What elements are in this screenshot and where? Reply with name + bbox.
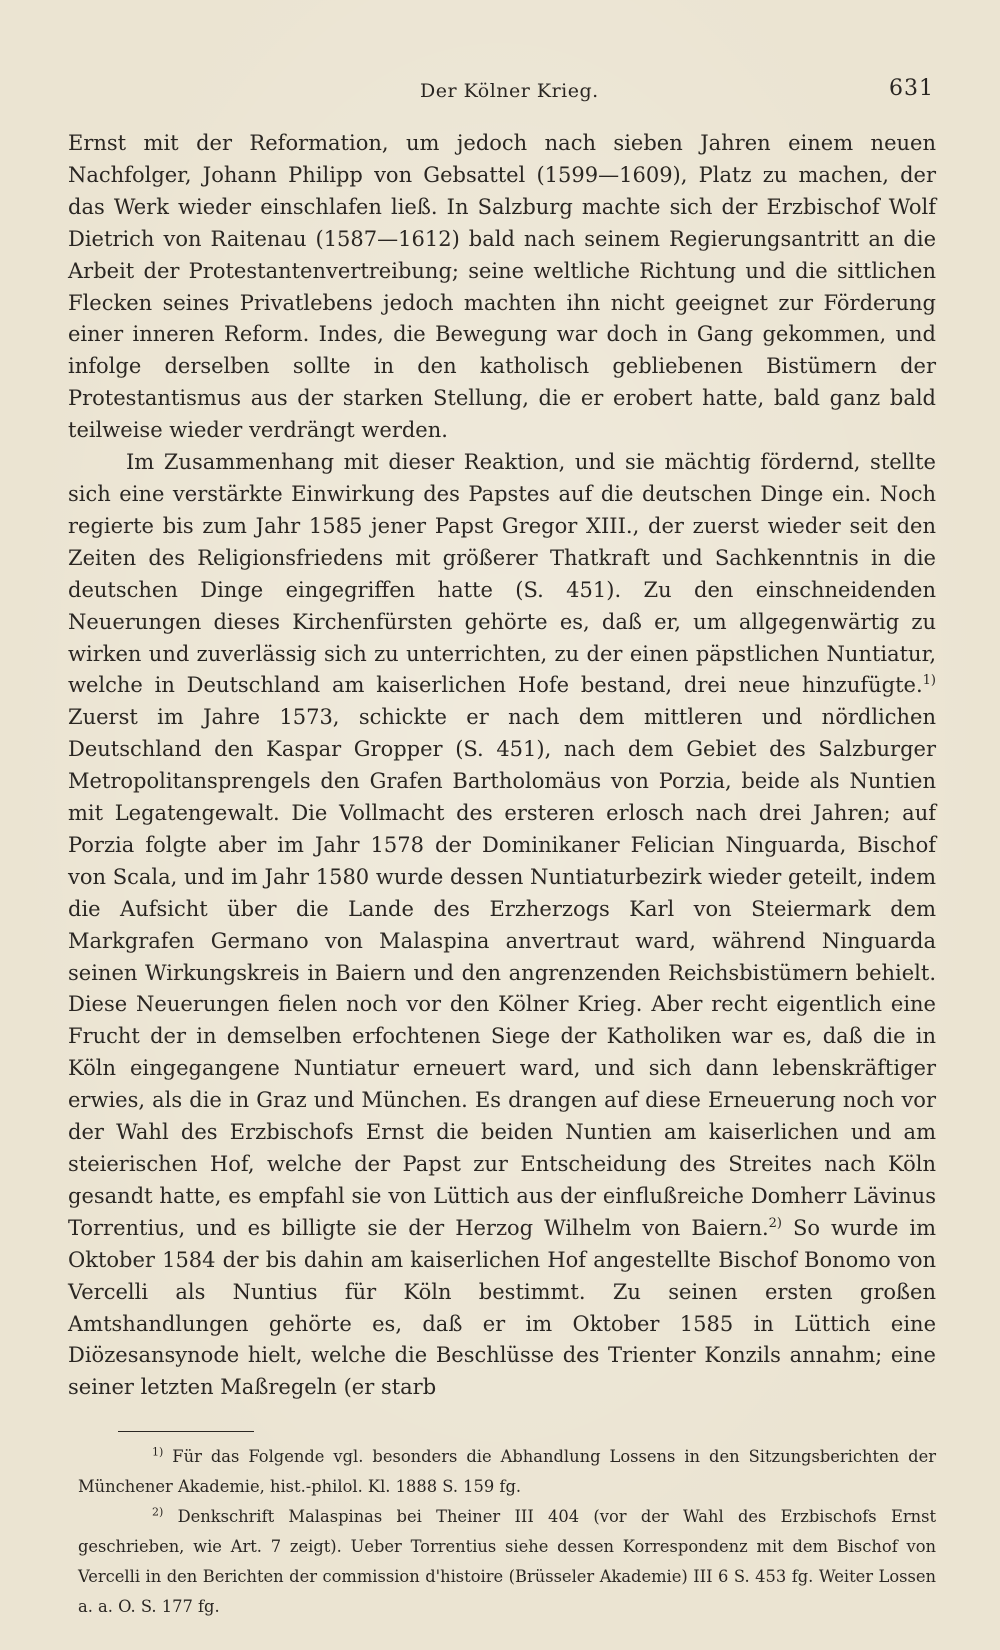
footnote-2 <box>78 1502 936 1622</box>
footnote-reference-2: 2) <box>768 1215 782 1231</box>
running-title: Der Kölner Krieg. <box>420 80 599 102</box>
running-head <box>0 76 1000 108</box>
paragraph-2-part-2: Zuerst im Jahre 1573, schickte er nach dem mittleren und nördlichen Deutschland den Kaspar Gropper (S. 451), nach dem Gebiet des Salzburger Metropolitansprengels den Grafen Bartholomäus von Porzia, beide als Nuntien mit Legatengewalt. Die Vollmacht des ersteren erlosch nach drei Jahren; auf Porzia folgte aber im Jahr 1578 der Dominikaner Felician Ninguarda, Bischof von Scala, und im Jahr 1580 wurde dessen Nuntiaturbezirk wieder geteilt, indem die Aufsicht über die Lande des Erzherzogs Karl von Steiermark dem Markgrafen Germano von Malaspina anvertraut ward, während Ninguarda seinen Wirkungskreis in Baiern und den angrenzenden Reichsbistümern behielt. Diese Neuerungen fielen noch vor den Kölner Krieg. Aber recht eigentlich eine Frucht der in demselben erfochtenen Siege der Katholiken war es, daß die in Köln eingegangene Nuntiatur erneuert ward, und sich dann lebenskräftiger erwies, als die in Graz und München. Es drangen auf diese Erneuerung noch vor der Wahl des Erzbischofs Ernst die beiden Nuntien am kaiserlichen und am steierischen Hof, welche der Papst zur Entscheidung des Streites nach Köln gesandt hatte, es empfahl sie von Lüttich aus der einflußreiche Domherr Lävinus Torrentius, und es billigte sie der Herzog Wilhelm von Baiern. <box>68 705 936 1240</box>
page-number: 631 <box>889 76 934 101</box>
footnote-1-mark: 1) <box>152 1445 164 1459</box>
footnote-2-text: Denkschrift Malaspinas bei Theiner III 404 (vor der Wahl des Erzbischofs Ernst geschrieben, wie Art. 7 zeigt). Ueber Torrentius siehe dessen Korrespondenz mit dem Bischof von Vercelli in den Berichten der commission d'histoire (Brüsseler Akademie) III 6 S. 453 fg. Weiter Lossen a. a. O. S. 177 fg. <box>78 1507 936 1616</box>
paragraph-2-part-1: Im Zusammenhang mit dieser Reaktion, und sie mächtig fördernd, stellte sich eine verstärkte Einwirkung des Papstes auf die deutschen Dinge ein. Noch regierte bis zum Jahr 1585 jener Papst Gregor XIII., der zuerst wieder seit den Zeiten des Religionsfriedens mit größerer Thatkraft und Sachkenntnis in die deutschen Dinge eingegriffen hatte (S. 451). Zu den einschneidenden Neuerungen dieses Kirchenfürsten gehörte es, daß er, um allgegenwärtig zu wirken und zuverlässig sich zu unterrichten, zu der einen päpstlichen Nuntiatur, welche in Deutschland am kaiserlichen Hofe bestand, drei neue hinzufügte. <box>68 450 936 698</box>
footnote-2-mark: 2) <box>152 1505 164 1519</box>
footnote-1-text: Für das Folgende vgl. besonders die Abhandlung Lossens in den Sitzungsberichten der Münchener Akademie, hist.-philol. Kl. 1888 S. 159 fg. <box>78 1447 936 1496</box>
footnote-separator-rule <box>118 1431 254 1432</box>
footnote-reference-1: 1) <box>922 673 936 689</box>
body-text <box>68 128 936 1404</box>
paragraph-2 <box>68 447 936 1404</box>
paragraph-1: Ernst mit der Reformation, um jedoch nach sieben Jahren einem neuen Nachfolger, Johann Philipp von Gebsattel (1599—1609), Platz zu machen, der das Werk wieder einschlafen ließ. In Salzburg machte sich der Erzbischof Wolf Dietrich von Raitenau (1587—1612) bald nach seinem Regierungsantritt an die Arbeit der Protestantenvertreibung; seine weltliche Richtung und die sittlichen Flecken seines Privatlebens jedoch machten ihn nicht geeignet zur Förderung einer inneren Reform. Indes, die Bewegung war doch in Gang gekommen, und infolge derselben sollte in den katholisch gebliebenen Bistümern der Protestantismus aus der starken Stellung, die er erobert hatte, bald ganz bald teilweise wieder verdrängt werden. <box>68 131 936 443</box>
footnote-1 <box>78 1442 936 1502</box>
paragraph-2-part-3: So wurde im Oktober 1584 der bis dahin am kaiserlichen Hof angestellte Bischof Bonomo von Vercelli als Nuntius für Köln bestimmt. Zu seinen ersten großen Amtshandlungen gehörte es, daß er im Oktober 1585 in Lüttich eine Diözesansynode hielt, welche die Beschlüsse des Trienter Konzils annahm; eine seiner letzten Maßregeln (er starb <box>68 1215 937 1400</box>
footnotes <box>78 1442 936 1622</box>
